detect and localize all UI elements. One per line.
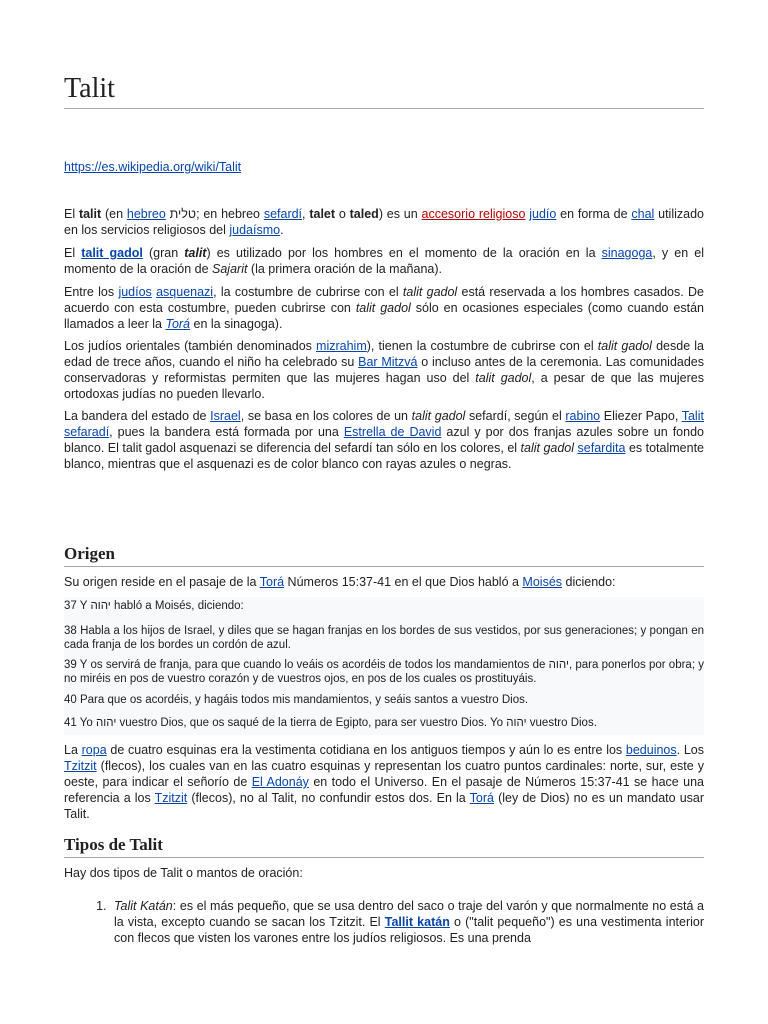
- link-judio[interactable]: judío: [529, 207, 557, 221]
- link-tzitzit[interactable]: Tzitzit: [64, 759, 97, 773]
- text: diciendo:: [562, 575, 616, 589]
- term-talit-gadol: talit gadol: [597, 339, 652, 353]
- term-sajarit: Sajarit: [212, 262, 248, 276]
- text: es totalmente blanco, mientras que el asquenazi es de color blanco con rayas azules o negras.: [64, 441, 704, 471]
- link-tallit-katan[interactable]: Tallit katán: [384, 915, 450, 929]
- link-accesorio-religioso[interactable]: accesorio religioso: [421, 207, 526, 221]
- text: en forma de: [556, 207, 632, 221]
- term-talit-gadol: talit gadol: [402, 285, 458, 299]
- section-heading-origen: Origen: [64, 543, 704, 567]
- link-beduinos[interactable]: beduinos: [625, 743, 677, 757]
- text: ), tienen la costumbre de cubrirse con el: [366, 339, 598, 353]
- text: , pues la bandera está formada por una: [109, 425, 344, 439]
- list-item: [110, 898, 704, 946]
- text: azul y por dos franjas azules sobre un fondo blanco. El talit gadol asquenazi se diferencia del sefardí tan sólo en los colores, el: [64, 425, 704, 455]
- link-ropa[interactable]: ropa: [81, 743, 107, 757]
- text: Eliezer Papo,: [600, 409, 682, 423]
- text: (ley de Dios) no es un mandato usar Talit.: [64, 791, 705, 821]
- link-judios[interactable]: judíos: [118, 285, 152, 299]
- text: , a pesar de que las mujeres ortodoxas judías no pueden llevarlo.: [64, 371, 705, 401]
- term-talit-gadol: talit gadol: [411, 409, 466, 423]
- link-chal[interactable]: chal: [631, 207, 655, 221]
- text: desde la edad de trece años, cuando el niño ha celebrado su: [64, 339, 705, 369]
- link-sefardi[interactable]: sefardí: [263, 207, 303, 221]
- text: : es el más pequeño, que se usa dentro del saco o traje del varón y que normalmente no está a la vista, excepto cuando se sacan los Tzitzit. El: [114, 899, 704, 929]
- link-moises[interactable]: Moisés: [522, 575, 563, 589]
- intro-paragraph-1: [64, 206, 704, 238]
- term-talit: talit: [184, 246, 207, 260]
- link-bar-mitzva[interactable]: Bar Mitzvá: [358, 355, 418, 369]
- link-israel[interactable]: Israel: [210, 409, 241, 423]
- text: La: [64, 743, 82, 757]
- text: , la costumbre de cubrirse con el: [213, 285, 403, 299]
- link-estrella-de-david[interactable]: Estrella de David: [343, 425, 442, 439]
- text: utilizado en los servicios religiosos del: [64, 207, 704, 237]
- text: en todo el Universo. En el pasaje de Números 15:37-41 se hace una referencia a los: [64, 775, 704, 805]
- text: sefardí, según el: [465, 409, 566, 423]
- origen-paragraph-2: [64, 742, 704, 822]
- intro-paragraph-5: [64, 408, 704, 472]
- term-talit-gadol: talit gadol: [355, 301, 411, 315]
- text: (flecos), no al Talit, no confundir estos dos. En la: [187, 791, 470, 805]
- text: en la sinagoga).: [190, 317, 283, 331]
- term-taled: taled: [349, 207, 379, 221]
- text: (gran: [142, 246, 185, 260]
- link-el-adonay[interactable]: El Adonáy: [251, 775, 309, 789]
- term-talit-gadol: talit gadol: [475, 371, 532, 385]
- verse-38: 38 Habla a los hijos de Israel, y diles que se hagan franjas en los bordes de sus vestidos, por sus generaciones; y pongan en cada franja de los bordes un cordón de azul.: [64, 625, 704, 651]
- link-talit-gadol[interactable]: talit gadol: [81, 246, 143, 260]
- text: La bandera del estado de: [64, 409, 211, 423]
- link-talit-sefaradi[interactable]: Talit sefaradí: [64, 409, 704, 439]
- text: Entre los: [64, 285, 119, 299]
- section-heading-tipos: Tipos de Talit: [64, 834, 704, 858]
- text: (flecos), los cuales van en las cuatro esquinas y representan los cuatro puntos cardinales: norte, sur, este y oeste, para indicar el señorío de: [64, 759, 704, 789]
- origen-paragraph-1: [64, 574, 704, 590]
- text: El: [64, 246, 82, 260]
- link-sinagoga[interactable]: sinagoga: [601, 246, 653, 260]
- link-tora[interactable]: Torá: [259, 575, 285, 589]
- link-tora[interactable]: Torá: [165, 317, 191, 331]
- term-talit-gadol: talit gadol: [520, 441, 575, 455]
- text: o incluso antes de la ceremonia. Las comunidades conservadoras y reformistas permiten que las mujeres hagan uso del: [64, 355, 705, 385]
- text: .: [280, 223, 284, 237]
- page-title: Talit: [64, 72, 704, 109]
- text: , y en el momento de la oración de: [64, 246, 704, 276]
- text: o: [335, 207, 350, 221]
- term-talit: talit: [78, 207, 102, 221]
- link-judaismo[interactable]: judaísmo: [229, 223, 281, 237]
- tipos-list: [64, 898, 704, 946]
- text: . Los: [676, 743, 704, 757]
- text: Números 15:37-41 en el que Dios habló a: [284, 575, 523, 589]
- text: o ("talit pequeño") es una vestimenta interior con flecos que visten los varones entre los judíos religiosos. Es una prenda: [114, 915, 705, 945]
- text: está reservada a los hombres casados. De acuerdo con esta costumbre, pueden cubrirse con: [64, 285, 704, 315]
- text: sólo en ocasiones especiales (como cuando están llamados a leer la: [64, 301, 705, 331]
- text: טלית; en hebreo: [165, 207, 264, 221]
- link-rabino[interactable]: rabino: [565, 409, 601, 423]
- text: ) es un: [378, 207, 422, 221]
- term-talit-katan: Talit Katán: [114, 899, 173, 913]
- verse-39: 39 Y os servirá de franja, para que cuando lo veáis os acordéis de todos los mandamientos de יהוה, para ponerlos por obra; y no miréis en pos de vuestro corazón y de vuestros ojos, en pos de los cuales os prostituyáis.: [64, 659, 704, 685]
- text: (en: [101, 207, 127, 221]
- link-mizrahim[interactable]: mizrahim: [316, 339, 367, 353]
- tipos-paragraph-1: Hay dos tipos de Talit o mantos de oración:: [64, 866, 303, 880]
- verse-block: [64, 597, 704, 735]
- text: , se basa en los colores de un: [240, 409, 412, 423]
- term-talet: talet: [309, 207, 336, 221]
- source-link[interactable]: https://es.wikipedia.org/wiki/Talit: [64, 160, 242, 174]
- intro-paragraph-4: [64, 338, 704, 402]
- text: de cuatro esquinas era la vestimenta cotidiana en los antiguos tiempos y aún lo es entre los: [106, 743, 626, 757]
- text: Los judíos orientales (también denominados: [64, 339, 317, 353]
- link-tora[interactable]: Torá: [469, 791, 494, 805]
- verse-41: 41 Yo יהוה vuestro Dios, que os saqué de la tierra de Egipto, para ser vuestro Dios. Yo יהוה vuestro Dios.: [64, 717, 597, 729]
- text: (la primera oración de la mañana).: [247, 262, 442, 276]
- link-hebreo[interactable]: hebreo: [126, 207, 166, 221]
- intro-paragraph-3: [64, 284, 704, 332]
- link-tzitzit[interactable]: Tzitzit: [154, 791, 188, 805]
- link-asquenazi[interactable]: asquenazi: [156, 285, 214, 299]
- verse-37: 37 Y יהוה habló a Moisés, diciendo:: [64, 600, 244, 612]
- text: El: [64, 207, 79, 221]
- link-sefardita[interactable]: sefardita: [577, 441, 626, 455]
- intro-paragraph-2: [64, 245, 704, 277]
- text: Su origen reside en el pasaje de la: [64, 575, 260, 589]
- text: ) es utilizado por los hombres en el momento de la oración en la: [206, 246, 602, 260]
- text: ,: [302, 207, 310, 221]
- verse-40: 40 Para que os acordéis, y hagáis todos mis mandamientos, y seáis santos a vuestro Dios.: [64, 694, 529, 706]
